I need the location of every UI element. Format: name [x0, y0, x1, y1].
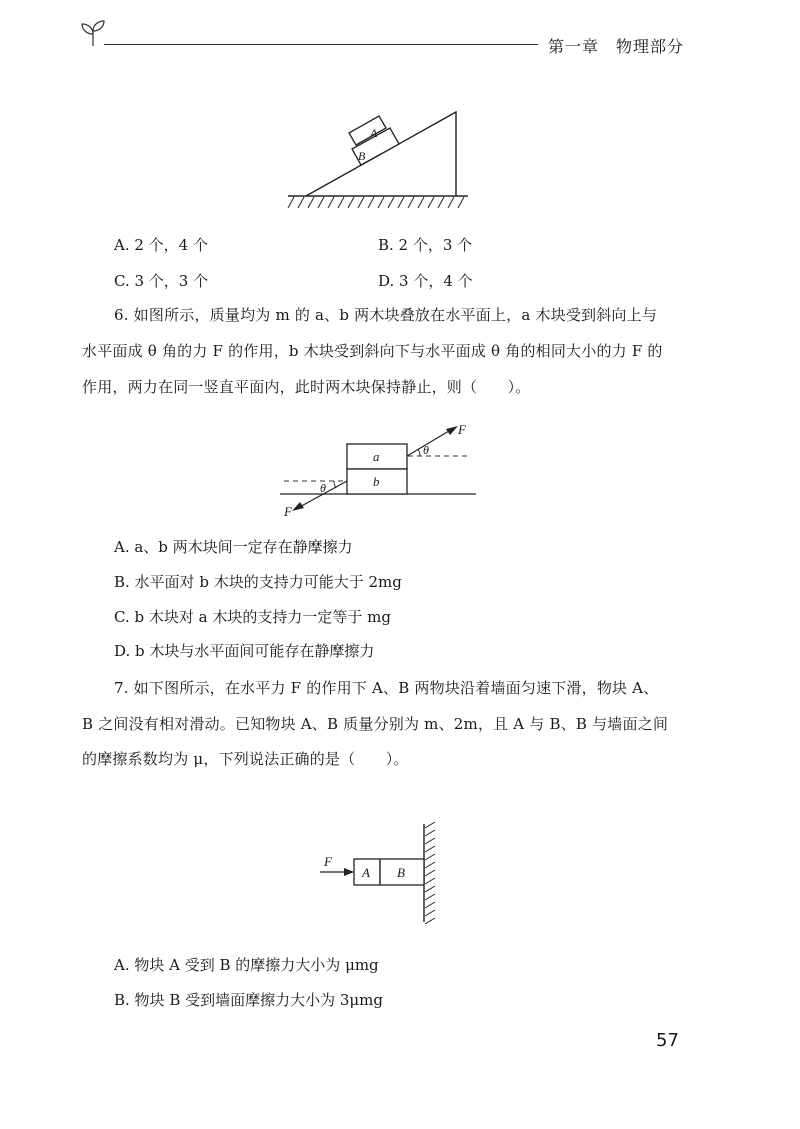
- q7-wall-blocks-figure: [316, 822, 466, 924]
- q6-option-d[interactable]: D. b 木块与水平面间可能存在静摩擦力: [114, 642, 375, 660]
- block-b-label: B: [397, 865, 405, 880]
- block-a-label: A: [370, 126, 378, 140]
- force-arrowhead-bottom: [292, 502, 304, 511]
- q7-option-a[interactable]: A. 物块 A 受到 B 的摩擦力大小为 μmg: [114, 956, 379, 974]
- q5-option-b[interactable]: B. 2 个，3 个: [378, 236, 473, 254]
- q5-incline-figure: [286, 100, 476, 218]
- q7-line-3: 的摩擦系数均为 μ，下列说法正确的是（ ）。: [82, 750, 409, 768]
- q6-line-1: 6. 如图所示，质量均为 m 的 a、b 两木块叠放在水平面上，a 木块受到斜向上与: [114, 306, 658, 324]
- theta-arc-bottom: [334, 481, 336, 488]
- q7-option-b[interactable]: B. 物块 B 受到墙面摩擦力大小为 3μmg: [114, 991, 384, 1009]
- theta-label-bottom: θ: [320, 481, 326, 495]
- q6-option-a[interactable]: A. a、b 两木块间一定存在静摩擦力: [114, 538, 353, 556]
- q6-line-3: 作用，两力在同一竖直平面内，此时两木块保持静止，则（ ）。: [82, 378, 531, 396]
- q5-option-a[interactable]: A. 2 个，4 个: [114, 236, 208, 254]
- force-arrowhead-top: [446, 426, 458, 435]
- block-a-label: a: [373, 449, 380, 464]
- ground-hatching: [288, 197, 464, 208]
- q6-line-2: 水平面成 θ 角的力 F 的作用，b 木块受到斜向下与水平面成 θ 角的相同大小的力 F 的: [82, 342, 663, 360]
- force-arrowhead: [344, 868, 354, 876]
- header-rule: [104, 44, 538, 45]
- theta-arc-top: [418, 449, 420, 456]
- block-a-label: A: [362, 865, 370, 880]
- q7-line-1: 7. 如下图所示，在水平力 F 的作用下 A、B 两物块沿着墙面匀速下滑，物块 A、: [114, 679, 659, 697]
- block-b-label: b: [373, 474, 380, 489]
- q6-option-c[interactable]: C. b 木块对 a 木块的支持力一定等于 mg: [114, 608, 391, 626]
- force-label-top: F: [458, 422, 466, 437]
- theta-label-top: θ: [423, 443, 429, 457]
- block-b-label: B: [358, 149, 366, 163]
- force-label: F: [324, 854, 332, 869]
- wall-hatching: [425, 822, 435, 924]
- force-label-bottom: F: [284, 504, 292, 519]
- q7-line-2: B 之间没有相对滑动。已知物块 A、B 质量分别为 m、2m，且 A 与 B、B 与墙面之间: [82, 715, 669, 733]
- q5-option-c[interactable]: C. 3 个，3 个: [114, 272, 209, 290]
- q6-option-b[interactable]: B. 水平面对 b 木块的支持力可能大于 2mg: [114, 573, 402, 591]
- q6-stacked-blocks-figure: [280, 418, 480, 522]
- force-arrow-top: [407, 428, 454, 456]
- q5-option-d[interactable]: D. 3 个，4 个: [378, 272, 473, 290]
- page-number: 57: [656, 1030, 679, 1051]
- chapter-title: 第一章 物理部分: [548, 37, 685, 56]
